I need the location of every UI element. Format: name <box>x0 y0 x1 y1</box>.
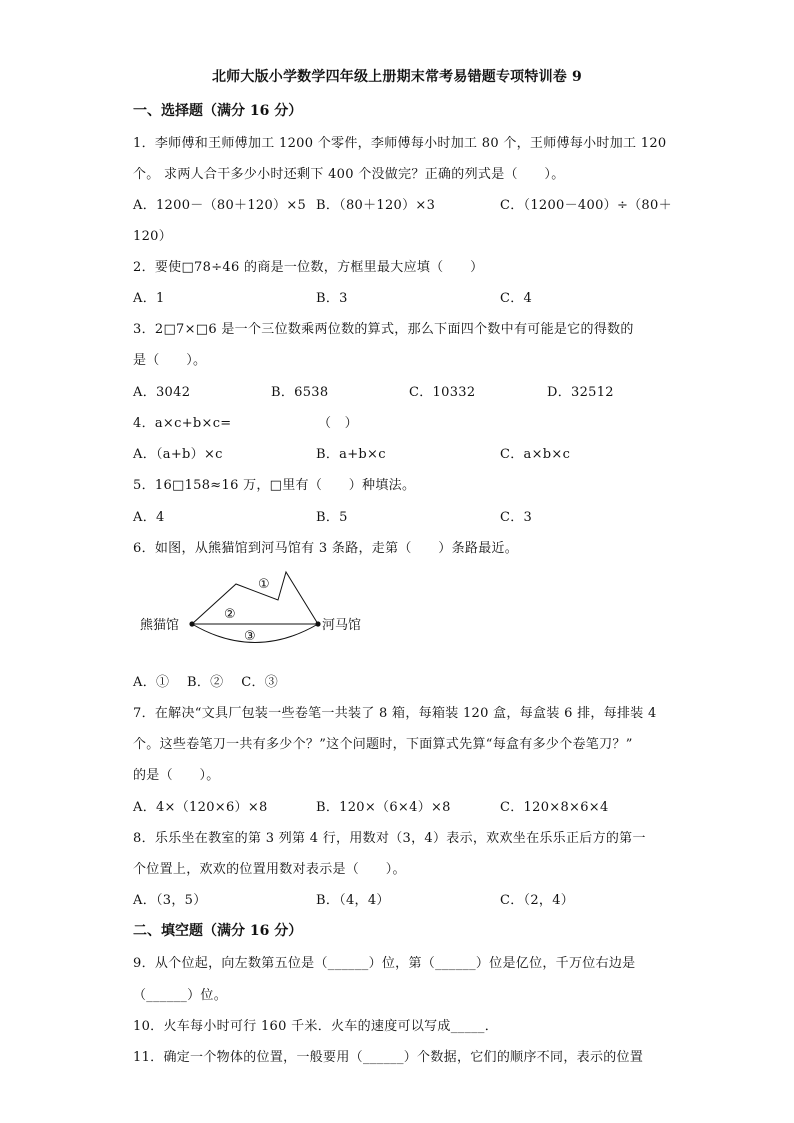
hippo-house-point <box>315 621 320 626</box>
question-10-line-1: 10．火车每小时可行 160 千米．火车的速度可以写成_____． <box>133 1019 499 1034</box>
question-6-options: A．① B．② C．③ <box>133 675 279 690</box>
question-9-line-2: （______）位。 <box>133 988 227 1003</box>
question-3-option-d: D．32512 <box>547 385 614 400</box>
route-3-label: ③ <box>244 629 256 644</box>
question-4-option-c: C．a×b×c <box>500 447 571 462</box>
question-5-option-c: C．3 <box>500 510 533 525</box>
question-1-option-c: C．（1200－400）÷（80＋ <box>500 198 672 213</box>
question-5-line-1: 5．16□158≈16 万，□里有（ ）种填法。 <box>133 478 416 493</box>
route-diagram <box>136 566 376 646</box>
panda-house-label: 熊猫馆 <box>140 618 180 633</box>
question-7-line-3: 的是（ ）。 <box>133 768 220 783</box>
question-7-option-a: A．4×（120×6）×8 <box>133 800 268 815</box>
question-1-option-b: B．（80＋120）×3 <box>316 198 436 213</box>
question-6-line-1: 6．如图，从熊猫馆到河马馆有 3 条路，走第（ ）条路最近。 <box>133 541 519 556</box>
question-4-line-1: 4．a×c+b×c= <box>133 416 232 431</box>
hippo-house-label: 河马馆 <box>322 618 362 633</box>
question-3-line-1: 3．2□7×□6 是一个三位数乘两位数的算式，那么下面四个数中有可能是它的得数的 <box>133 322 634 337</box>
question-2-option-b: B．3 <box>316 291 348 306</box>
page-title: 北师大版小学数学四年级上册期末常考易错题专项特训卷 9 <box>211 69 582 85</box>
question-1-option-a: A．1200－（80＋120）×5 <box>133 198 307 213</box>
question-4-option-a: A．（a+b）×c <box>133 447 223 462</box>
question-2-line-1: 2．要使□78÷46 的商是一位数，方框里最大应填（ ） <box>133 260 484 275</box>
question-4-option-b: B．a+b×c <box>316 447 386 462</box>
question-1-option-c-continued: 120） <box>133 229 173 244</box>
question-8-line-1: 8．乐乐坐在教室的第 3 列第 4 行，用数对（3，4）表示，欢欢坐在乐乐正后方的第一 <box>133 831 646 846</box>
question-7-line-1: 7．在解决“文具厂包装一些卷笔一共装了 8 箱，每箱装 120 盒，每盒装 6 排，每排装 4 <box>133 706 657 721</box>
question-8-option-a: A．（3，5） <box>133 893 207 908</box>
route-1-label: ① <box>258 577 270 592</box>
question-3-option-b: B．6538 <box>271 385 329 400</box>
question-7-option-b: B．120×（6×4）×8 <box>316 800 451 815</box>
question-2-option-a: A．1 <box>133 291 165 306</box>
question-3-option-a: A．3042 <box>133 385 191 400</box>
route-2-label: ② <box>224 607 236 622</box>
question-7-line-2: 个。这些卷笔刀一共有多少个？”这个问题时，下面算式先算“每盒有多少个卷笔刀？” <box>133 737 633 752</box>
question-3-line-2: 是（ ）。 <box>133 353 207 368</box>
route-1-line <box>192 572 318 624</box>
question-5-option-a: A．4 <box>133 510 165 525</box>
question-2-option-c: C．4 <box>500 291 533 306</box>
question-8-option-b: B．（4，4） <box>316 893 390 908</box>
question-8-option-c: C．（2，4） <box>500 893 575 908</box>
question-8-line-2: 个位置上，欢欢的位置用数对表示是（ ）。 <box>133 862 406 877</box>
question-1-line-1: 1．李师傅和王师傅加工 1200 个零件，李师傅每小时加工 80 个，王师傅每小时加工 120 <box>133 136 667 151</box>
question-11-line-1: 11．确定一个物体的位置，一般要用（______）个数据，它们的顺序不同，表示的位置 <box>133 1050 644 1065</box>
question-5-option-b: B．5 <box>316 510 348 525</box>
panda-house-point <box>189 621 194 626</box>
question-9-line-1: 9．从个位起，向左数第五位是（______）位，第（______）位是亿位，千万位右边是 <box>133 956 636 971</box>
section-heading-fill-in: 二、填空题（满分 16 分） <box>133 923 303 939</box>
section-heading-choice: 一、选择题（满分 16 分） <box>133 103 303 119</box>
question-4-answer-paren: （ ） <box>318 416 358 431</box>
question-7-option-c: C．120×8×6×4 <box>500 800 609 815</box>
question-1-line-2: 个。 求两人合干多少小时还剩下 400 个没做完？正确的列式是（ ）。 <box>133 167 565 182</box>
question-3-option-c: C．10332 <box>409 385 476 400</box>
